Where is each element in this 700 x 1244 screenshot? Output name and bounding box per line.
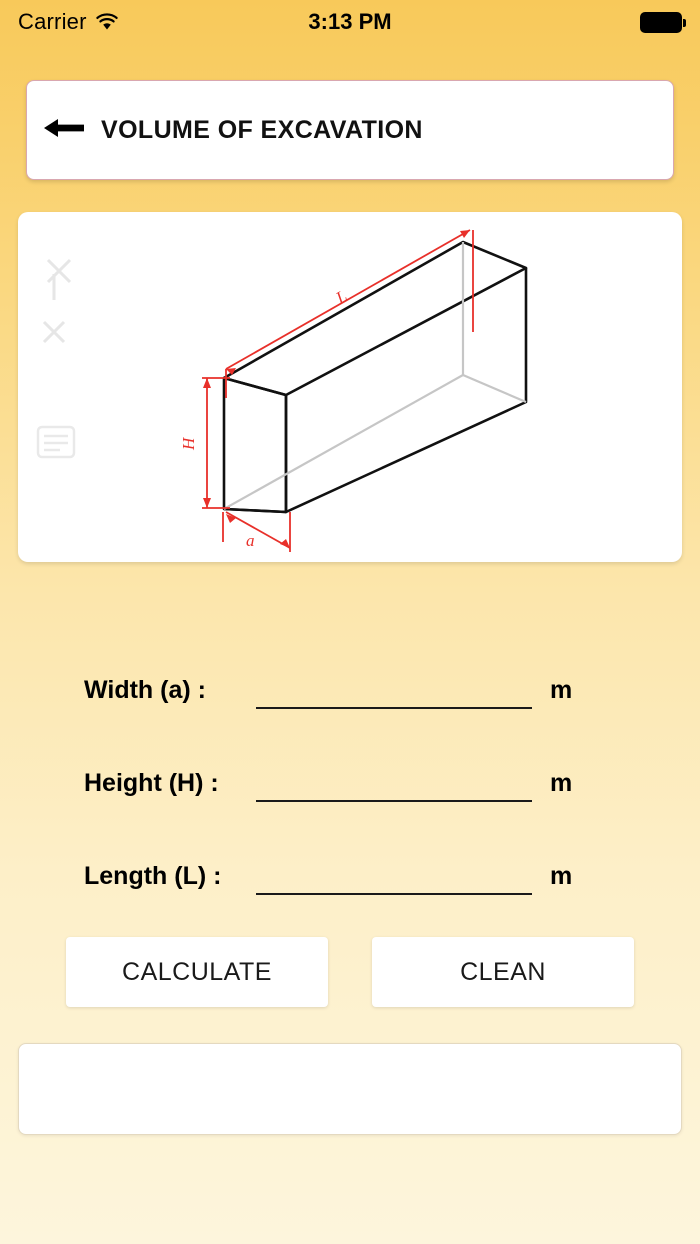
length-label: Length (L) : — [84, 862, 222, 890]
width-label: Width (a) : — [84, 676, 206, 704]
height-unit: m — [550, 769, 573, 797]
row-length — [0, 802, 700, 895]
width-unit: m — [550, 676, 573, 704]
wifi-icon — [95, 13, 119, 31]
width-input[interactable] — [256, 674, 532, 709]
input-form — [0, 616, 700, 895]
label-width: a — [246, 531, 255, 550]
calculate-button[interactable]: CALCULATE — [66, 937, 328, 1007]
diagram-card — [18, 212, 682, 562]
result-box — [18, 1043, 682, 1135]
length-input[interactable] — [256, 860, 532, 895]
height-input[interactable] — [256, 767, 532, 802]
row-height — [0, 709, 700, 802]
length-unit: m — [550, 862, 573, 890]
status-time: 3:13 PM — [308, 9, 392, 34]
back-arrow-icon — [42, 115, 86, 146]
page-title: VOLUME OF EXCAVATION — [101, 115, 423, 144]
clean-button[interactable]: CLEAN — [372, 937, 634, 1007]
label-length: L — [332, 286, 351, 308]
battery-full-icon — [640, 12, 682, 33]
header-card — [26, 80, 674, 180]
label-height: H — [179, 437, 198, 450]
status-bar-right — [640, 12, 682, 33]
row-width — [0, 616, 700, 709]
action-buttons — [0, 937, 700, 1007]
height-label: Height (H) : — [84, 769, 219, 797]
back-button[interactable] — [27, 115, 101, 146]
status-bar-left — [18, 9, 119, 35]
status-bar — [0, 0, 700, 44]
excavation-prism-diagram — [18, 212, 682, 562]
carrier-label: Carrier — [18, 9, 87, 34]
